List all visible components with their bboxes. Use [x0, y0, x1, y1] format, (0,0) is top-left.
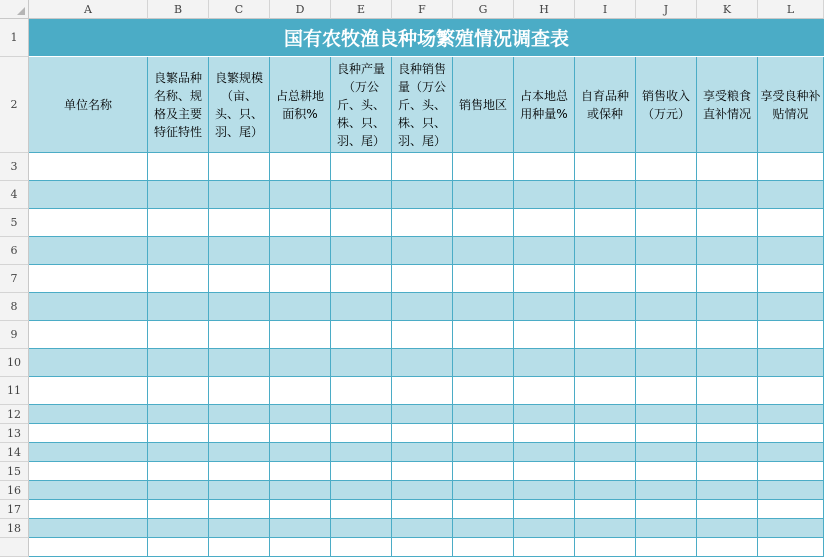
data-cell[interactable]: [148, 424, 209, 443]
row-header-13[interactable]: 13: [0, 424, 29, 443]
data-cell[interactable]: [209, 237, 270, 265]
row-header-15[interactable]: 15: [0, 462, 29, 481]
data-cell[interactable]: [697, 443, 758, 462]
data-cell[interactable]: [209, 462, 270, 481]
header-cell-variety[interactable]: [148, 57, 209, 153]
data-cell[interactable]: [453, 265, 514, 293]
data-cell[interactable]: [636, 443, 697, 462]
data-cell[interactable]: [209, 293, 270, 321]
data-cell[interactable]: [270, 181, 331, 209]
data-cell[interactable]: [514, 209, 575, 237]
data-cell[interactable]: [636, 209, 697, 237]
data-cell[interactable]: [331, 405, 392, 424]
data-cell[interactable]: [514, 424, 575, 443]
data-cell[interactable]: [636, 377, 697, 405]
data-cell[interactable]: [575, 153, 636, 181]
data-cell[interactable]: [209, 349, 270, 377]
data-cell[interactable]: [331, 443, 392, 462]
data-cell[interactable]: [514, 443, 575, 462]
data-cell[interactable]: [209, 153, 270, 181]
data-cell[interactable]: [758, 481, 824, 500]
data-cell[interactable]: [331, 237, 392, 265]
data-cell[interactable]: [148, 405, 209, 424]
select-all-corner[interactable]: [0, 0, 29, 19]
header-label: 良繁品种名称、规格及主要特征特性: [153, 70, 202, 139]
data-cell[interactable]: [758, 265, 824, 293]
header-cell-scale[interactable]: [209, 57, 270, 153]
data-cell[interactable]: [209, 500, 270, 519]
data-cell[interactable]: [148, 321, 209, 349]
data-cell[interactable]: [29, 181, 148, 209]
row-header-16[interactable]: 16: [0, 481, 29, 500]
column-header-e[interactable]: E: [331, 0, 392, 19]
header-label: 享受粮食直补情况: [702, 88, 751, 121]
data-cell[interactable]: [270, 349, 331, 377]
data-cell[interactable]: [514, 293, 575, 321]
data-cell[interactable]: [636, 462, 697, 481]
column-header-a[interactable]: A: [29, 0, 148, 19]
row-header-1[interactable]: 1: [0, 19, 29, 57]
data-cell[interactable]: [270, 321, 331, 349]
data-cell[interactable]: [575, 349, 636, 377]
data-cell[interactable]: [209, 538, 270, 557]
data-cell[interactable]: [270, 153, 331, 181]
data-cell[interactable]: [148, 153, 209, 181]
data-cell[interactable]: [453, 443, 514, 462]
row-header-3[interactable]: 3: [0, 153, 29, 181]
data-cell[interactable]: [270, 500, 331, 519]
column-header-h[interactable]: H: [514, 0, 575, 19]
data-cell[interactable]: [514, 349, 575, 377]
data-cell[interactable]: [209, 481, 270, 500]
header-cell-local-seed-share[interactable]: [514, 57, 575, 153]
data-cell[interactable]: [697, 519, 758, 538]
data-cell[interactable]: [758, 424, 824, 443]
data-cell[interactable]: [575, 443, 636, 462]
data-cell[interactable]: [209, 377, 270, 405]
data-cell[interactable]: [209, 519, 270, 538]
data-cell[interactable]: [575, 377, 636, 405]
column-header-l[interactable]: L: [758, 0, 824, 19]
data-cell[interactable]: [758, 237, 824, 265]
data-cell[interactable]: [331, 181, 392, 209]
data-cell[interactable]: [148, 237, 209, 265]
data-cell[interactable]: [392, 405, 453, 424]
data-cell[interactable]: [392, 237, 453, 265]
data-cell[interactable]: [148, 443, 209, 462]
data-cell[interactable]: [148, 265, 209, 293]
data-cell[interactable]: [514, 265, 575, 293]
data-cell[interactable]: [697, 209, 758, 237]
data-cell[interactable]: [29, 538, 148, 557]
data-cell[interactable]: [758, 443, 824, 462]
data-cell[interactable]: [29, 405, 148, 424]
data-cell[interactable]: [697, 237, 758, 265]
data-cell[interactable]: [331, 500, 392, 519]
data-cell[interactable]: [331, 265, 392, 293]
data-cell[interactable]: [392, 265, 453, 293]
row-header-12[interactable]: 12: [0, 405, 29, 424]
header-label: 销售收入（万元）: [641, 88, 690, 121]
data-cell[interactable]: [270, 237, 331, 265]
data-cell[interactable]: [148, 538, 209, 557]
data-cell[interactable]: [575, 293, 636, 321]
header-cell-farmland-share[interactable]: [270, 57, 331, 153]
data-cell[interactable]: [514, 237, 575, 265]
data-cell[interactable]: [514, 538, 575, 557]
data-cell[interactable]: [636, 538, 697, 557]
row-header-8[interactable]: 8: [0, 293, 29, 321]
data-cell[interactable]: [636, 321, 697, 349]
data-cell[interactable]: [636, 237, 697, 265]
data-cell[interactable]: [270, 443, 331, 462]
data-cell[interactable]: [148, 181, 209, 209]
column-header-f[interactable]: F: [392, 0, 453, 19]
data-cell[interactable]: [453, 377, 514, 405]
data-cell[interactable]: [209, 209, 270, 237]
data-cell[interactable]: [29, 349, 148, 377]
data-cell[interactable]: [29, 153, 148, 181]
table-title[interactable]: 国有农牧渔良种场繁殖情况调查表: [29, 19, 824, 57]
column-header-d[interactable]: D: [270, 0, 331, 19]
data-cell[interactable]: [636, 481, 697, 500]
data-cell[interactable]: [453, 405, 514, 424]
data-cell[interactable]: [575, 181, 636, 209]
data-cell[interactable]: [392, 462, 453, 481]
data-cell[interactable]: [758, 349, 824, 377]
data-cell[interactable]: [453, 462, 514, 481]
row-header-7[interactable]: 7: [0, 265, 29, 293]
data-cell[interactable]: [453, 519, 514, 538]
data-cell[interactable]: [575, 519, 636, 538]
data-cell[interactable]: [331, 424, 392, 443]
column-header-k[interactable]: K: [697, 0, 758, 19]
row-header-18[interactable]: 18: [0, 519, 29, 538]
data-cell[interactable]: [209, 443, 270, 462]
data-cell[interactable]: [575, 500, 636, 519]
data-cell[interactable]: [453, 321, 514, 349]
data-cell[interactable]: [514, 519, 575, 538]
data-cell[interactable]: [697, 377, 758, 405]
data-cell[interactable]: [148, 481, 209, 500]
data-cell[interactable]: [758, 153, 824, 181]
header-cell-grain-subsidy[interactable]: [697, 57, 758, 153]
data-cell[interactable]: [148, 293, 209, 321]
data-cell[interactable]: [453, 500, 514, 519]
data-cell[interactable]: [514, 462, 575, 481]
data-cell[interactable]: [453, 293, 514, 321]
data-cell[interactable]: [29, 265, 148, 293]
data-cell[interactable]: [575, 265, 636, 293]
data-cell[interactable]: [29, 443, 148, 462]
data-cell[interactable]: [636, 181, 697, 209]
data-cell[interactable]: [148, 209, 209, 237]
data-cell[interactable]: [392, 481, 453, 500]
data-cell[interactable]: [392, 538, 453, 557]
data-cell[interactable]: [29, 462, 148, 481]
data-cell[interactable]: [575, 481, 636, 500]
header-label: 占总耕地面积%: [275, 88, 324, 121]
data-cell[interactable]: [392, 377, 453, 405]
data-cell[interactable]: [29, 293, 148, 321]
header-cell-sales-region[interactable]: [453, 57, 514, 153]
data-cell[interactable]: [29, 377, 148, 405]
data-cell[interactable]: [453, 181, 514, 209]
data-cell[interactable]: [514, 153, 575, 181]
data-cell[interactable]: [758, 405, 824, 424]
data-cell[interactable]: [575, 209, 636, 237]
data-cell[interactable]: [575, 462, 636, 481]
data-cell[interactable]: [453, 424, 514, 443]
data-cell[interactable]: [575, 321, 636, 349]
row-header-5[interactable]: 5: [0, 209, 29, 237]
data-cell[interactable]: [270, 462, 331, 481]
header-cell-seed-subsidy[interactable]: [758, 57, 824, 153]
data-cell[interactable]: [636, 519, 697, 538]
header-label: 占本地总用种量%: [519, 88, 568, 121]
data-cell[interactable]: [29, 237, 148, 265]
data-cell[interactable]: [29, 481, 148, 500]
data-cell[interactable]: [270, 265, 331, 293]
data-cell[interactable]: [29, 424, 148, 443]
data-cell[interactable]: [209, 265, 270, 293]
data-cell[interactable]: [392, 424, 453, 443]
data-cell[interactable]: [575, 424, 636, 443]
data-cell[interactable]: [331, 349, 392, 377]
data-cell[interactable]: [697, 481, 758, 500]
data-cell[interactable]: [758, 538, 824, 557]
row-header-14[interactable]: 14: [0, 443, 29, 462]
row-header-4[interactable]: 4: [0, 181, 29, 209]
data-cell[interactable]: [209, 424, 270, 443]
row-header-11[interactable]: 11: [0, 377, 29, 405]
data-cell[interactable]: [29, 321, 148, 349]
data-cell[interactable]: [697, 349, 758, 377]
data-cell[interactable]: [575, 405, 636, 424]
data-cell[interactable]: [392, 153, 453, 181]
data-cell[interactable]: [392, 181, 453, 209]
data-cell[interactable]: [697, 153, 758, 181]
row-header-17[interactable]: 17: [0, 500, 29, 519]
data-cell[interactable]: [636, 500, 697, 519]
data-cell[interactable]: [697, 265, 758, 293]
data-cell[interactable]: [758, 209, 824, 237]
data-cell[interactable]: [758, 519, 824, 538]
data-cell[interactable]: [331, 377, 392, 405]
header-label: 良种销售量（万公斤、头、株、只、羽、尾）: [397, 61, 446, 148]
data-cell[interactable]: [697, 321, 758, 349]
data-cell[interactable]: [148, 519, 209, 538]
data-cell[interactable]: [697, 462, 758, 481]
select-all-icon: [17, 7, 25, 15]
column-header-i[interactable]: I: [575, 0, 636, 19]
data-cell[interactable]: [392, 500, 453, 519]
data-cell[interactable]: [29, 500, 148, 519]
data-cell[interactable]: [29, 209, 148, 237]
data-cell[interactable]: [270, 293, 331, 321]
data-cell[interactable]: [148, 349, 209, 377]
header-cell-seed-sales[interactable]: [392, 57, 453, 153]
data-cell[interactable]: [758, 462, 824, 481]
data-cell[interactable]: [636, 405, 697, 424]
data-cell[interactable]: [392, 443, 453, 462]
data-cell[interactable]: [29, 519, 148, 538]
data-cell[interactable]: [209, 405, 270, 424]
data-cell[interactable]: [758, 500, 824, 519]
data-cell[interactable]: [636, 153, 697, 181]
row-header-9[interactable]: 9: [0, 321, 29, 349]
data-cell[interactable]: [453, 237, 514, 265]
data-cell[interactable]: [636, 349, 697, 377]
data-cell[interactable]: [148, 500, 209, 519]
data-cell[interactable]: [270, 481, 331, 500]
data-cell[interactable]: [331, 293, 392, 321]
data-cell[interactable]: [392, 293, 453, 321]
data-cell[interactable]: [453, 209, 514, 237]
data-cell[interactable]: [758, 377, 824, 405]
data-cell[interactable]: [697, 181, 758, 209]
data-cell[interactable]: [392, 519, 453, 538]
data-cell[interactable]: [331, 519, 392, 538]
data-cell[interactable]: [453, 349, 514, 377]
data-cell[interactable]: [331, 153, 392, 181]
data-cell[interactable]: [636, 265, 697, 293]
data-cell[interactable]: [697, 500, 758, 519]
data-cell[interactable]: [636, 424, 697, 443]
header-label: 良种产量（万公斤、头、株、只、羽、尾）: [336, 61, 385, 148]
data-cell[interactable]: [636, 293, 697, 321]
header-cell-seed-output[interactable]: [331, 57, 392, 153]
data-cell[interactable]: [392, 349, 453, 377]
data-cell[interactable]: [514, 481, 575, 500]
row-header-19[interactable]: [0, 538, 29, 557]
row-header-10[interactable]: 10: [0, 349, 29, 377]
data-cell[interactable]: [331, 209, 392, 237]
header-label: 享受良种补贴情况: [760, 88, 821, 121]
data-cell[interactable]: [575, 538, 636, 557]
data-cell[interactable]: [148, 377, 209, 405]
data-cell[interactable]: [270, 538, 331, 557]
data-cell[interactable]: [270, 519, 331, 538]
header-cell-self-bred[interactable]: [575, 57, 636, 153]
data-cell[interactable]: [270, 377, 331, 405]
data-cell[interactable]: [331, 538, 392, 557]
row-header-6[interactable]: 6: [0, 237, 29, 265]
data-cell[interactable]: [270, 424, 331, 443]
data-cell[interactable]: [392, 209, 453, 237]
data-cell[interactable]: [270, 209, 331, 237]
data-cell[interactable]: [758, 321, 824, 349]
data-cell[interactable]: [331, 321, 392, 349]
header-label: 单位名称: [63, 97, 112, 112]
data-cell[interactable]: [758, 293, 824, 321]
column-header-b[interactable]: B: [148, 0, 209, 19]
data-cell[interactable]: [148, 462, 209, 481]
data-cell[interactable]: [392, 321, 453, 349]
data-cell[interactable]: [331, 462, 392, 481]
header-label: 良繁规模（亩、头、只、羽、尾）: [214, 70, 263, 139]
data-cell[interactable]: [697, 293, 758, 321]
data-cell[interactable]: [453, 538, 514, 557]
data-cell[interactable]: [270, 405, 331, 424]
data-cell[interactable]: [758, 181, 824, 209]
column-header-j[interactable]: J: [636, 0, 697, 19]
header-cell-sales-revenue[interactable]: [636, 57, 697, 153]
data-cell[interactable]: [514, 181, 575, 209]
data-cell[interactable]: [697, 405, 758, 424]
row-header-2[interactable]: 2: [0, 57, 29, 153]
data-cell[interactable]: [514, 321, 575, 349]
data-cell[interactable]: [209, 321, 270, 349]
data-cell[interactable]: [209, 181, 270, 209]
data-cell[interactable]: [453, 481, 514, 500]
column-header-g[interactable]: G: [453, 0, 514, 19]
header-label: 自育品种或保种: [580, 88, 629, 121]
data-cell[interactable]: [453, 153, 514, 181]
data-cell[interactable]: [514, 500, 575, 519]
data-cell[interactable]: [331, 481, 392, 500]
data-cell[interactable]: [697, 424, 758, 443]
data-cell[interactable]: [514, 377, 575, 405]
header-cell-unit-name[interactable]: [29, 57, 148, 153]
header-label: 销售地区: [458, 97, 507, 112]
data-cell[interactable]: [697, 538, 758, 557]
data-cell[interactable]: [514, 405, 575, 424]
data-cell[interactable]: [575, 237, 636, 265]
column-header-c[interactable]: C: [209, 0, 270, 19]
